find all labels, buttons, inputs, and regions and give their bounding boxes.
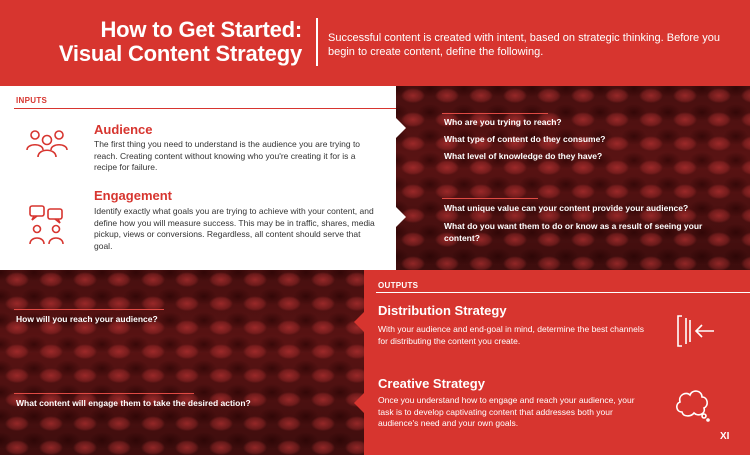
engagement-body: Identify exactly what goals you are trying to achieve with your content, and define how you will measure success. This may be in traffic, shares, media pickup, views or conversions. Regardless, all content should serve that goal.	[94, 206, 375, 251]
pointer-arrow-distribution	[354, 312, 364, 332]
creative-body: Once you understand how to engage and reach your audience, your task is to develop captivating content that addresses both your audience's need and your own goals.	[378, 395, 635, 428]
intro-text: Successful content is created with intent, based on strategic thinking. Before you begin to create content, define the following.	[328, 32, 720, 58]
idea-cloud-icon	[672, 386, 712, 422]
inputs-rule	[14, 108, 396, 109]
page-number: XI	[720, 431, 730, 442]
inputs-label: INPUTS	[16, 96, 48, 105]
audience-questions-rule	[442, 113, 548, 114]
engagement-heading: Engagement	[94, 188, 173, 203]
conversation-icon	[26, 204, 68, 248]
audience-body: The first thing you need to understand is the audience you are trying to reach. Creating content without knowing who you're creating it for is a recipe for failure.	[94, 139, 361, 172]
audience-heading: Audience	[94, 122, 153, 137]
header-divider	[316, 18, 318, 66]
distribution-icon	[676, 314, 716, 348]
distribution-heading: Distribution Strategy	[378, 303, 507, 318]
reach-question-rule	[14, 309, 164, 310]
audience-question: What level of knowledge do they have?	[444, 151, 603, 161]
page-title	[40, 18, 302, 66]
people-group-icon	[24, 128, 70, 158]
stadium-seats-photo-bottom	[0, 270, 364, 455]
reach-question: How will you reach your audience?	[16, 314, 158, 324]
pointer-arrow-creative	[354, 393, 364, 413]
audience-question: Who are you trying to reach?	[444, 117, 562, 127]
engagement-questions-rule	[442, 198, 538, 199]
distribution-body: With your audience and end-goal in mind, determine the best channels for distributing the content you create.	[378, 324, 645, 346]
engage-question-rule	[14, 393, 194, 394]
audience-question: What type of content do they consume?	[444, 134, 606, 144]
title-line-1: How to Get Started:	[100, 17, 302, 42]
title-line-2: Visual Content Strategy	[58, 41, 302, 66]
pointer-arrow-audience	[396, 118, 406, 138]
outputs-label: OUTPUTS	[378, 281, 419, 290]
engagement-question: What do you want them to do or know as a result of seeing your content?	[444, 221, 703, 243]
pointer-arrow-engagement	[396, 207, 406, 227]
outputs-rule	[376, 292, 750, 293]
creative-heading: Creative Strategy	[378, 376, 485, 391]
engage-question: What content will engage them to take the desired action?	[16, 398, 251, 408]
engagement-question: What unique value can your content provide your audience?	[444, 203, 689, 213]
